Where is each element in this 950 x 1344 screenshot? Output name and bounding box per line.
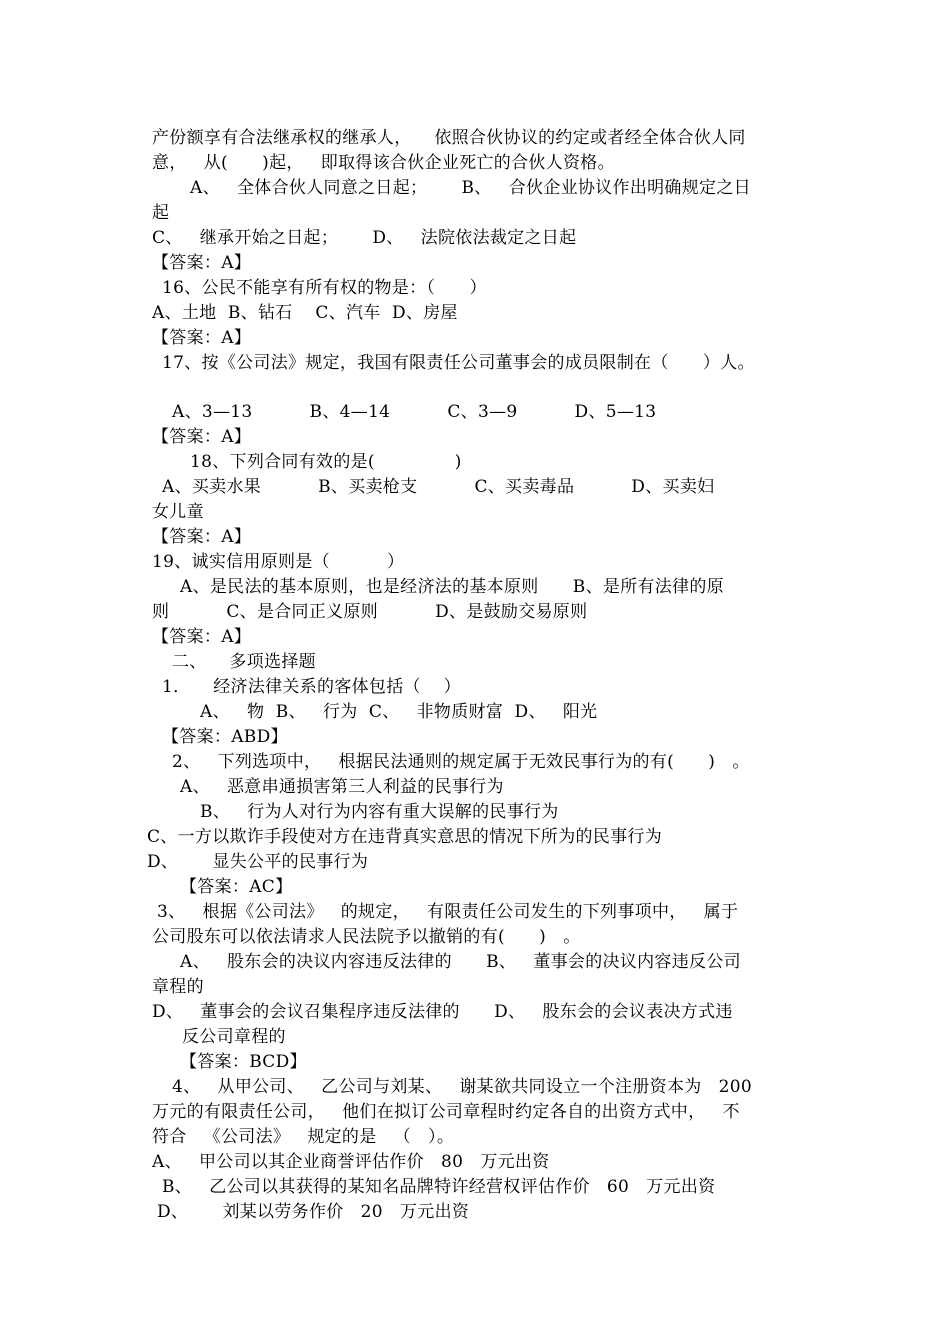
answer-line: 【答案：AC】 <box>180 877 293 897</box>
text-line: C、 继承开始之日起； D、 法院依法裁定之日起 <box>152 228 577 248</box>
text-line: B、 乙公司以其获得的某知名品牌特许经营权评估作价 60 万元出资 <box>162 1177 716 1197</box>
text-line: 女儿童 <box>152 502 204 522</box>
text-line: 则 C、是合同正义原则 D、是鼓励交易原则 <box>152 602 588 622</box>
answer-line: 【答案：A】 <box>152 527 252 547</box>
text-line: B、 行为人对行为内容有重大误解的民事行为 <box>200 802 559 822</box>
text-line: 公司股东可以依法请求人民法院予以撤销的有( ) 。 <box>152 927 581 947</box>
question-line: 2、 下列选项中， 根据民法通则的规定属于无效民事行为的有( ) 。 <box>172 752 750 772</box>
text-line: A、是民法的基本原则，也是经济法的基本原则 B、是所有法律的原 <box>180 577 724 597</box>
question-line: 18、下列合同有效的是( ) <box>190 452 462 472</box>
text-line: A、 甲公司以其企业商誉评估作价 80 万元出资 <box>152 1152 550 1172</box>
text-line: 起 <box>152 203 170 223</box>
text-line: A、 物 B、 行为 C、 非物质财富 D、 阳光 <box>200 702 598 722</box>
text-line: A、土地 B、钻石 C、汽车 D、房屋 <box>152 303 458 323</box>
text-line: 万元的有限责任公司， 他们在拟订公司章程时约定各自的出资方式中， 不 <box>152 1102 740 1122</box>
question-line: 1． 经济法律关系的客体包括（ ） <box>162 677 461 697</box>
text-line: A、 股东会的决议内容违反法律的 B、 董事会的决议内容违反公司 <box>180 952 741 972</box>
text-line: D、 刘某以劳务作价 20 万元出资 <box>157 1202 470 1222</box>
question-line: 4、 从甲公司、 乙公司与刘某、 谢某欲共同设立一个注册资本为 200 <box>172 1077 753 1097</box>
text-line: A、3—13 B、4—14 C、3—9 D、5—13 <box>172 402 657 422</box>
text-line: A、 全体合伙人同意之日起； B、 合伙企业协议作出明确规定之日 <box>190 178 751 198</box>
answer-line: 【答案：A】 <box>152 627 252 647</box>
answer-line: 【答案：A】 <box>152 427 252 447</box>
text-line: D、 显失公平的民事行为 <box>147 852 369 872</box>
text-line: 反公司章程的 <box>182 1027 286 1047</box>
text-line: D、 董事会的会议召集程序违反法律的 D、 股东会的会议表决方式违 <box>152 1002 733 1022</box>
text-line: A、 恶意串通损害第三人利益的民事行为 <box>180 777 504 797</box>
answer-line: 【答案：A】 <box>152 253 252 273</box>
text-line: 章程的 <box>152 977 204 997</box>
text-line: 符合 《公司法》 规定的是 （ ）。 <box>152 1127 455 1147</box>
question-line: 3、 根据《公司法》 的规定， 有限责任公司发生的下列事项中， 属于 <box>157 902 739 922</box>
answer-line: 【答案：BCD】 <box>180 1052 307 1072</box>
question-line: 16、公民不能享有所有权的物是：（ ） <box>162 278 487 298</box>
answer-line: 【答案：ABD】 <box>162 727 288 747</box>
text-line: C、一方以欺诈手段使对方在违背真实意思的情况下所为的民事行为 <box>147 827 663 847</box>
text-line: A、买卖水果 B、买卖枪支 C、买卖毒品 D、买卖妇 <box>162 477 715 497</box>
answer-line: 【答案：A】 <box>152 328 252 348</box>
question-line: 17、按《公司法》规定，我国有限责任公司董事会的成员限制在（ ）人。 <box>162 353 755 373</box>
text-line: 产份额享有合法继承权的继承人， 依照合伙协议的约定或者经全体合伙人同 <box>152 128 746 148</box>
section-heading: 二、 多项选择题 <box>172 652 316 672</box>
question-line: 19、诚实信用原则是（ ） <box>152 552 405 572</box>
text-line: 意， 从( )起， 即取得该合伙企业死亡的合伙人资格。 <box>152 153 615 173</box>
